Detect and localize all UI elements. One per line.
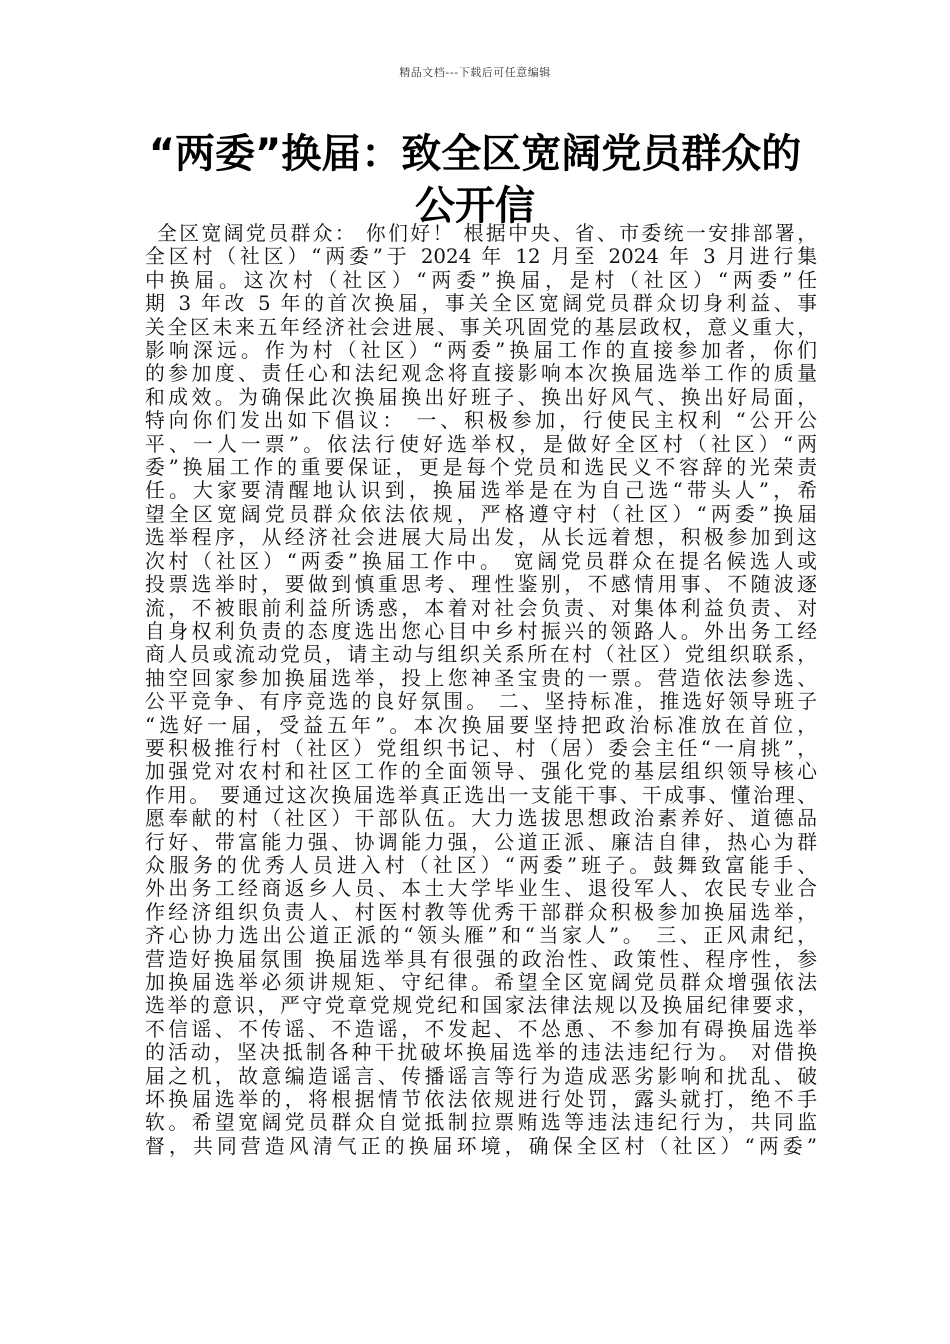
body-text-line: 的活动，坚决抵制各种干扰破坏换届选举的违法违纪行为。 对借换 <box>145 1041 817 1065</box>
body-text-line: 全区宽阔党员群众： 你们好！ 根据中央、省、市委统一安排部署， <box>157 222 817 245</box>
document-title <box>140 128 810 232</box>
title-line-1: “两委”换届：致全区宽阔党员群众的 <box>148 131 802 177</box>
body-text-line: 流，不被眼前利益所诱惑，本着对社会负责、对集体利益负责、对 <box>145 596 817 620</box>
body-text-line: 次村（社区）“两委”换届工作中。 宽阔党员群众在提名候选人或 <box>145 549 817 573</box>
body-text-line: 愿奉献的村（社区）干部队伍。大力选拔思想政治素养好、道德品 <box>145 807 817 831</box>
body-text-line: 投票选举时，要做到慎重思考、理性鉴别，不感情用事、不随波逐 <box>145 573 817 597</box>
body-text-line: 任。大家要清醒地认识到，换届选举是在为自己选“带头人”，希 <box>145 479 817 503</box>
document-body <box>145 222 817 1158</box>
body-text-line: 商人员或流动党员，请主动与组织关系所在村（社区）党组织联系， <box>145 643 817 667</box>
body-text-line: 影响深远。作为村（社区）“两委”换届工作的直接参加者，你们 <box>145 339 817 363</box>
body-text-line: 自身权利负责的态度选出您心目中乡村振兴的领路人。外出务工经 <box>145 619 817 643</box>
body-text-line: 坏换届选举的，将根据情节依法依规进行处罚，露头就打，绝不手 <box>145 1088 817 1112</box>
body-text-line: 公平竞争、有序竞选的良好氛围。 二、坚持标准，推选好领导班子 <box>145 690 817 714</box>
body-text-line: 特向你们发出如下倡议： 一、积极参加，行使民主权利 “公开公 <box>145 409 817 433</box>
body-text-line: 营造好换届氛围 换届选举具有很强的政治性、政策性、程序性，参 <box>145 947 817 971</box>
body-text-line: 加换届选举必须讲规矩、守纪律。希望全区宽阔党员群众增强依法 <box>145 971 817 994</box>
body-text-line: 的参加度、责任心和法纪观念将直接影响本次换届选举工作的质量 <box>145 362 817 386</box>
body-text-line: 要积极推行村（社区）党组织书记、村（居）委会主任“一肩挑”， <box>145 736 817 760</box>
title-line-2: 公开信 <box>415 183 535 229</box>
body-text-line: 齐心协力选出公道正派的“领头雁”和“当家人”。 三、正风肃纪， <box>145 924 817 948</box>
body-text-line: 作经济组织负责人、村医村教等优秀干部群众积极参加换届选举， <box>145 900 817 924</box>
body-text-line: 平、一人一票”。依法行使好选举权，是做好全区村（社区）“两 <box>145 432 817 456</box>
body-text-line: 选举程序，从经济社会进展大局出发，从长远着想，积极参加到这 <box>145 526 817 550</box>
body-text-line: 中换届。这次村（社区）“两委”换届，是村（社区）“两委”任 <box>145 268 817 292</box>
body-text-line: 众服务的优秀人员进入村（社区）“两委”班子。鼓舞致富能手、 <box>145 853 817 877</box>
body-text-line: 不信谣、不传谣、不造谣，不发起、不怂恿、不参加有碍换届选举 <box>145 1017 817 1041</box>
body-text-line: “选好一届，受益五年”。本次换届要坚持把政治标准放在首位， <box>145 713 817 737</box>
body-text-line: 全区村（社区）“两委”于 2024 年 12 月至 2024 年 3 月进行集 <box>145 245 817 269</box>
body-text-line: 作用。 要通过这次换届选举真正选出一支能干事、干成事、懂治理、 <box>145 783 817 807</box>
body-text-line: 期 3 年改 5 年的首次换届，事关全区宽阔党员群众切身利益、事 <box>145 292 817 316</box>
body-text-line: 行好、带富能力强、协调能力强，公道正派、廉洁自律，热心为群 <box>145 830 817 854</box>
body-text-line: 抽空回家参加换届选举，投上您神圣宝贵的一票。营造依法参选、 <box>145 666 817 690</box>
page-header: 精品文档---下载后可任意编辑 <box>399 66 551 79</box>
body-text-line: 督，共同营造风清气正的换届环境，确保全区村（社区）“两委” <box>145 1134 817 1158</box>
body-text-line: 选举的意识，严守党章党规党纪和国家法律法规以及换届纪律要求， <box>145 994 817 1018</box>
body-text-line: 委”换届工作的重要保证，更是每个党员和选民义不容辞的光荣责 <box>145 456 817 480</box>
body-text-line: 外出务工经商返乡人员、本土大学毕业生、退役军人、农民专业合 <box>145 877 817 901</box>
body-text-line: 望全区宽阔党员群众依法依规，严格遵守村（社区）“两委”换届 <box>145 502 817 526</box>
body-text-line: 加强党对农村和社区工作的全面领导、强化党的基层组织领导核心 <box>145 760 817 784</box>
body-text-line: 届之机，故意编造谣言、传播谣言等行为造成恶劣影响和扰乱、破 <box>145 1064 817 1088</box>
body-text-line: 软。希望宽阔党员群众自觉抵制拉票贿选等违法违纪行为，共同监 <box>145 1111 817 1135</box>
body-text-line: 和成效。为确保此次换届换出好班子、换出好风气、换出好局面， <box>145 385 817 409</box>
body-text-line: 关全区未来五年经济社会进展、事关巩固党的基层政权，意义重大， <box>145 315 817 339</box>
